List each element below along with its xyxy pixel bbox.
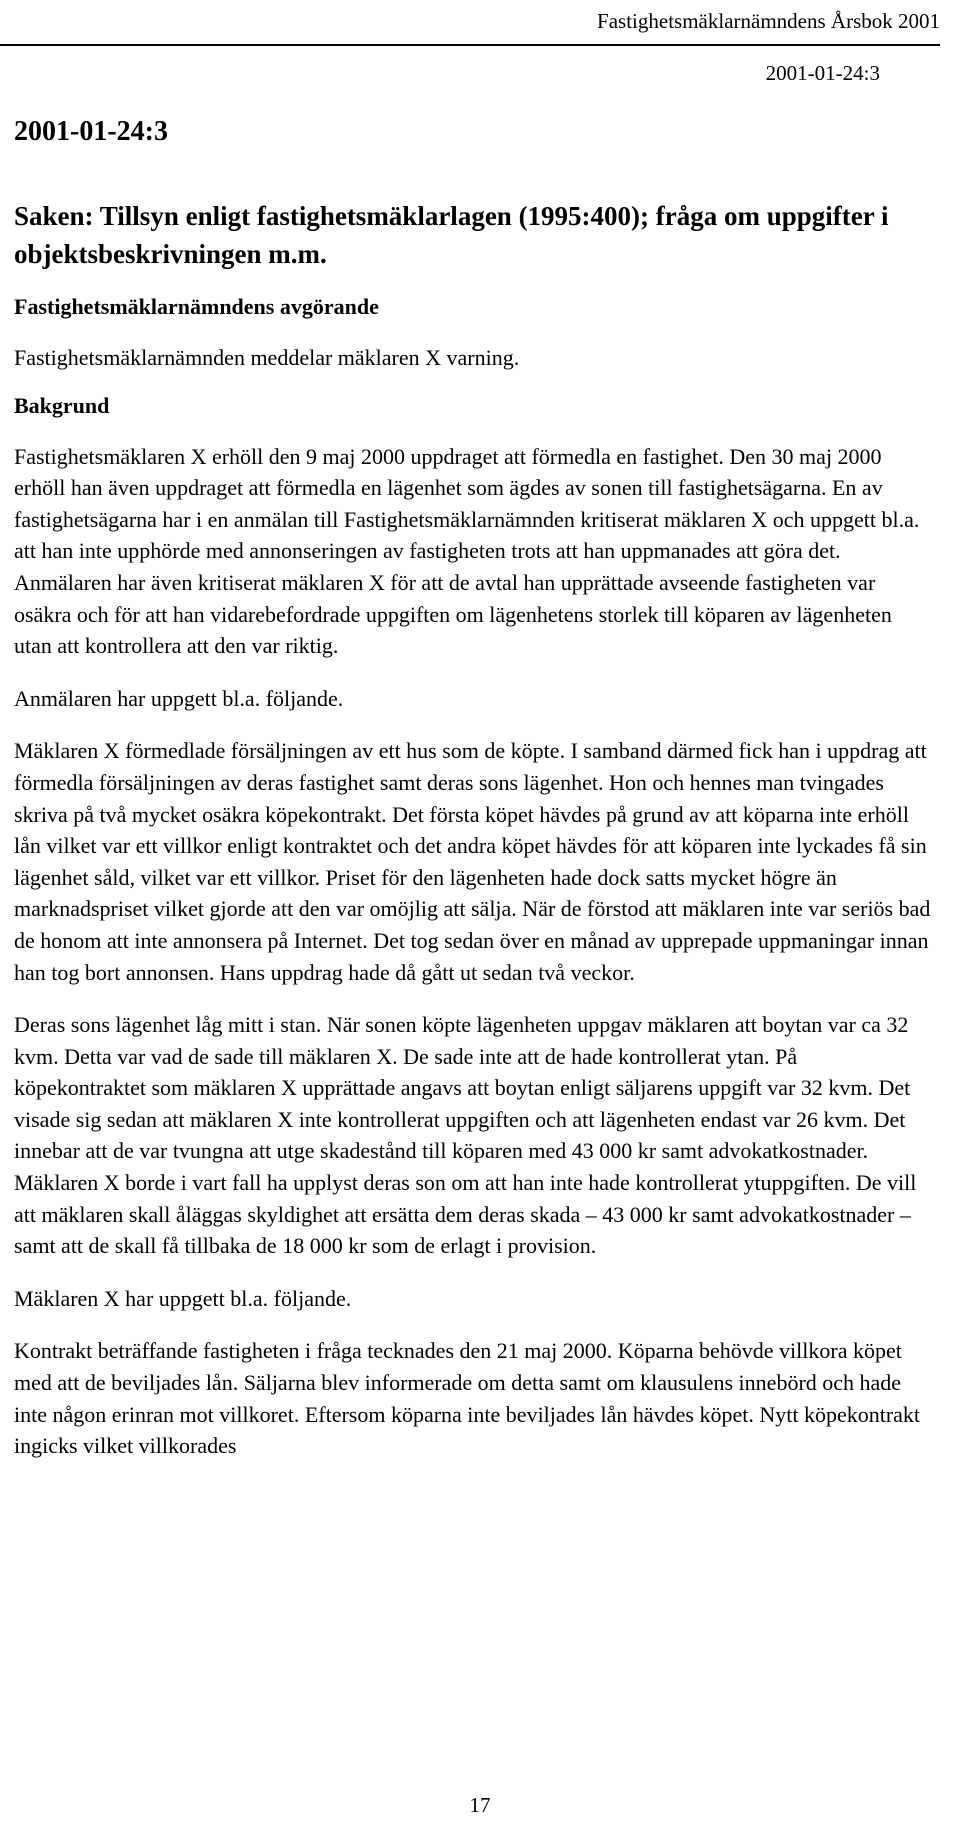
- decision-heading: Fastighetsmäklarnämndens avgörande: [14, 294, 379, 319]
- body-paragraph: Mäklaren X förmedlade försäljningen av ett hus som de köpte. I samband därmed fick han i uppdrag att förmedla försäljningen av deras fastighet samt deras sons lägenhet. Hon och hennes man tvingades skriva på två mycket osäkra köpekontrakt. Det första köpet hävdes på grund av att köparna inte erhöll lån vilket var ett villkor enligt kontraktet och det andra köpet hävdes för att köparen inte lyckades få sin lägenhet såld, vilket var ett villkor. Priset för den lägenheten hade dock satts mycket högre än marknadspriset vilket gjorde att den var omöjlig att sälja. När de förstod att mäklaren inte var seriös bad de honom att inte annonsera på Internet. Det tog sedan över en månad av upprepade uppmaningar innan han tog bort annonsen. Hans uppdrag hade då gått ut sedan två veckor.: [14, 738, 931, 985]
- page-number: 17: [469, 1793, 491, 1817]
- background-heading: Bakgrund: [14, 392, 110, 418]
- body-paragraph: Kontrakt beträffande fastigheten i fråga tecknades den 21 maj 2000. Köparna behövde villkora köpet med att de beviljades lån. Säljarna blev informerade om detta samt om klausulens innebörd och hade inte någon erinran mot villkoret. Eftersom köparna inte beviljades lån hävdes köpet. Nytt köpekontrakt ingicks vilket villkorades: [14, 1338, 921, 1459]
- decision-text: Fastighetsmäklarnämnden meddelar mäklaren X varning.: [14, 345, 520, 370]
- body-paragraph: Anmälaren har uppgett bl.a. följande.: [14, 685, 344, 711]
- body-paragraph: Mäklaren X har uppgett bl.a. följande.: [14, 1285, 352, 1311]
- document-body: [14, 115, 934, 1483]
- running-header-title: Fastighetsmäklarnämndens Årsbok 2001: [597, 9, 940, 33]
- body-paragraph: Deras sons lägenhet låg mitt i stan. När sonen köpte lägenheten uppgav mäklaren att boytan var ca 32 kvm. Detta var vad de sade till mäklaren X. De sade inte att de hade kontrollerat ytan. På köpekontraktet som mäklaren X upprättade angavs att boytan enligt säljarens uppgift var 32 kvm. Det visade sig sedan att mäklaren X inte kontrollerat uppgiften och att lägenheten endast var 26 kvm. Det innebar att de var tvungna att utge skadestånd till köparen med 43 000 kr samt advokatkostnader. Mäklaren X borde i vart fall ha upplyst deras son om att han inte hade kontrollerat ytuppgiften. De vill att mäklaren skall åläggas skyldighet att ersätta dem deras skada – 43 000 kr samt advokatkostnader – samt att de skall få tillbaka de 18 000 kr som de erlagt i provision.: [14, 1012, 917, 1259]
- running-header: [0, 6, 940, 46]
- case-heading: 2001-01-24:3: [14, 116, 168, 147]
- case-number-right: 2001-01-24:3: [765, 61, 880, 85]
- body-paragraph: Fastighetsmäklaren X erhöll den 9 maj 2000 uppdraget att förmedla en fastighet. Den 30 maj 2000 erhöll han även uppdraget att förmedla en lägenhet som ägdes av sonen till fastighetsägarna. En av fastighetsägarna har i en anmälan till Fastighetsmäklarnämnden kritiserat mäklaren X och uppgett bl.a. att han inte upphörde med annonseringen av fastigheten trots att han uppmanades att göra det. Anmälaren har även kritiserat mäklaren X för att de avtal han upprättade avseende fastigheten var osäkra och för att han vidarebefordrade uppgiften om lägenhetens storlek till köparen av lägenheten utan att kontrollera att den var riktig.: [14, 443, 920, 659]
- matter-heading: Saken: Tillsyn enligt fastighetsmäklarlagen (1995:400); fråga om uppgifter i objektsbeskrivningen m.m.: [14, 201, 889, 269]
